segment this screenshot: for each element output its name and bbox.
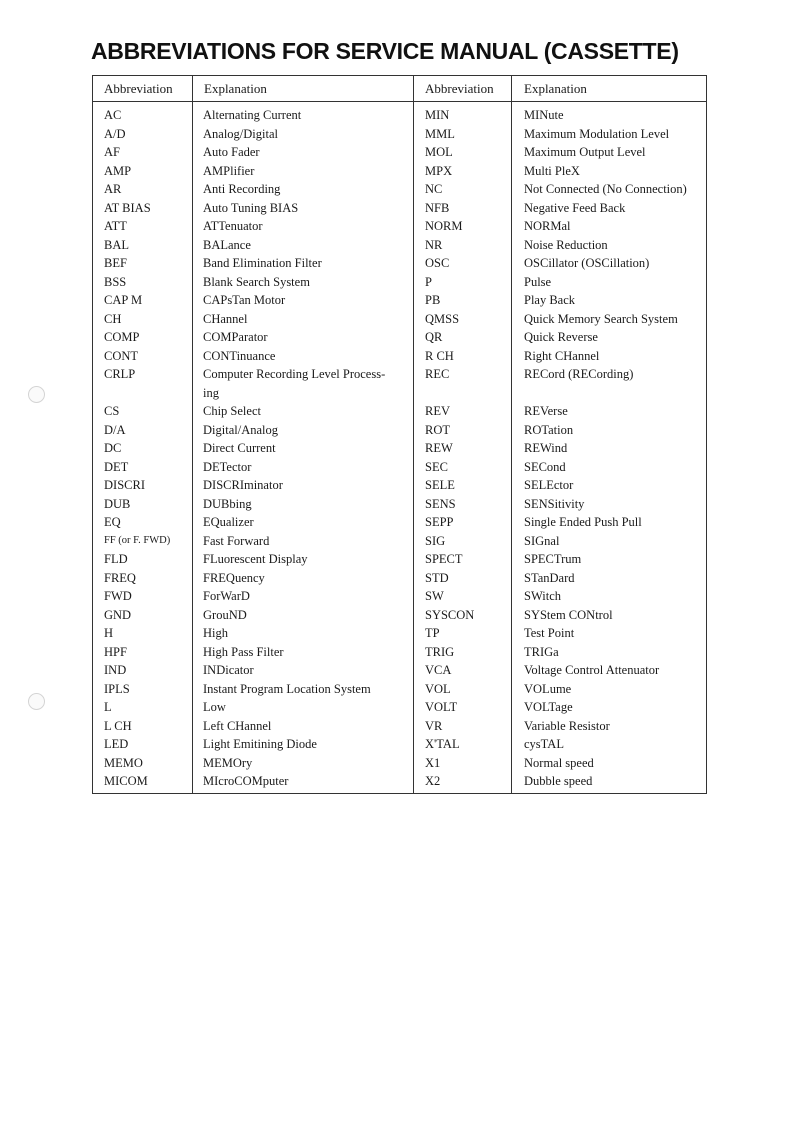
explanation-cell: MIcroCOMputer xyxy=(203,774,289,788)
abbreviation-cell: VCA xyxy=(425,663,452,677)
table-row xyxy=(93,513,706,532)
explanation-cell: DUBbing xyxy=(203,496,252,511)
table-row xyxy=(93,347,706,366)
table-row xyxy=(93,273,706,292)
table-row xyxy=(93,476,706,495)
abbreviations-table xyxy=(92,75,707,794)
abbreviation-cell: A/D xyxy=(104,126,126,141)
abbreviation-cell: COMP xyxy=(104,330,140,344)
table-row xyxy=(93,384,706,403)
abbreviation-cell: FREQ xyxy=(104,570,136,585)
explanation-cell: Quick Reverse xyxy=(524,330,598,344)
explanation-cell: GrouND xyxy=(203,607,247,622)
abbreviation-cell: DISCRI xyxy=(104,478,145,492)
table-row xyxy=(93,217,706,236)
abbreviation-cell: MIN xyxy=(425,108,450,122)
explanation-cell: High xyxy=(203,626,228,640)
explanation-cell: Quick Memory Search System xyxy=(524,311,678,326)
explanation-cell: SYStem CONtrol xyxy=(524,607,613,622)
abbreviation-cell: AF xyxy=(104,145,120,159)
explanation-cell: COMParator xyxy=(203,330,268,344)
header-explanation-right: Explanation xyxy=(524,81,587,96)
abbreviation-cell: SYSCON xyxy=(425,607,475,622)
abbreviation-cell: IND xyxy=(104,663,127,677)
table-row xyxy=(93,458,706,477)
explanation-cell: Single Ended Push Pull xyxy=(524,515,642,529)
explanation-cell: Maximum Modulation Level xyxy=(524,126,670,141)
explanation-cell: REVerse xyxy=(524,404,568,418)
abbreviation-cell: DET xyxy=(104,459,129,474)
abbreviation-cell: LED xyxy=(104,737,129,751)
explanation-cell: CAPsTan Motor xyxy=(203,293,286,307)
abbreviation-cell: IPLS xyxy=(104,681,130,696)
explanation-cell: Alternating Current xyxy=(203,108,302,122)
table-row xyxy=(93,532,706,551)
table-row xyxy=(93,698,706,717)
explanation-cell: DISCRIminator xyxy=(203,478,283,492)
abbreviation-cell: BAL xyxy=(104,237,129,252)
explanation-cell: SPECTrum xyxy=(524,552,582,566)
header-explanation-left: Explanation xyxy=(204,81,267,96)
table-row xyxy=(93,365,706,384)
abbreviation-cell: OSC xyxy=(425,256,450,270)
abbreviation-cell: REC xyxy=(425,367,450,381)
abbreviation-cell: CAP M xyxy=(104,293,143,307)
abbreviation-cell: X'TAL xyxy=(425,737,460,751)
explanation-cell: SIGnal xyxy=(524,533,560,548)
abbreviation-cell: L xyxy=(104,700,112,714)
abbreviation-cell: BSS xyxy=(104,274,127,289)
abbreviation-cell: MPX xyxy=(425,163,453,178)
table-row xyxy=(93,125,706,144)
explanation-cell: Low xyxy=(203,700,226,714)
explanation-cell: NORMal xyxy=(524,219,571,233)
table-row xyxy=(93,680,706,699)
abbreviation-cell: SEPP xyxy=(425,515,454,529)
explanation-cell: EQualizer xyxy=(203,515,254,529)
table-row xyxy=(93,735,706,754)
abbreviation-cell: CH xyxy=(104,311,122,326)
table-row xyxy=(93,439,706,458)
abbreviation-cell: DUB xyxy=(104,496,131,511)
explanation-cell: ForWarD xyxy=(203,589,250,603)
explanation-cell: VOLTage xyxy=(524,700,573,714)
abbreviation-cell: NFB xyxy=(425,200,450,215)
explanation-cell: STanDard xyxy=(524,570,575,585)
abbreviation-cell: AT BIAS xyxy=(104,200,151,215)
table-row xyxy=(93,772,706,791)
abbreviation-cell: L CH xyxy=(104,718,132,733)
abbreviation-cell: BEF xyxy=(104,256,127,270)
abbreviation-cell: DC xyxy=(104,441,122,455)
table-row xyxy=(93,162,706,181)
abbreviation-cell: X2 xyxy=(425,774,441,788)
abbreviation-cell: EQ xyxy=(104,515,121,529)
abbreviation-cell: H xyxy=(104,626,114,640)
binder-hole-icon xyxy=(28,693,45,710)
table-row xyxy=(93,421,706,440)
abbreviation-cell: NR xyxy=(425,237,443,252)
abbreviation-cell: QR xyxy=(425,330,443,344)
explanation-cell: Blank Search System xyxy=(203,274,310,289)
table-row xyxy=(93,587,706,606)
table-row xyxy=(93,199,706,218)
explanation-cell: Chip Select xyxy=(203,404,261,418)
abbreviation-cell: SPECT xyxy=(425,552,463,566)
abbreviation-cell: VOL xyxy=(425,681,451,696)
binder-hole-icon xyxy=(28,386,45,403)
explanation-cell: FLuorescent Display xyxy=(203,552,308,566)
abbreviation-cell: X1 xyxy=(425,755,441,770)
explanation-cell: Right CHannel xyxy=(524,348,600,363)
explanation-cell: BALance xyxy=(203,237,251,252)
explanation-cell: Test Point xyxy=(524,626,575,640)
abbreviation-cell: REV xyxy=(425,404,450,418)
abbreviation-cell: AMP xyxy=(104,163,132,178)
explanation-cell: High Pass Filter xyxy=(203,644,284,659)
abbreviation-cell: NORM xyxy=(425,219,463,233)
abbreviation-cell: FF (or F. FWD) xyxy=(104,534,171,546)
abbreviation-cell: SW xyxy=(425,589,444,603)
explanation-cell: cysTAL xyxy=(524,737,564,751)
table-row xyxy=(93,328,706,347)
abbreviation-cell: GND xyxy=(104,607,132,622)
explanation-cell: Instant Program Location System xyxy=(203,681,371,696)
explanation-cell: Noise Reduction xyxy=(524,237,608,252)
header-abbreviation-left: Abbreviation xyxy=(104,81,173,96)
abbreviation-cell: CONT xyxy=(104,348,139,363)
explanation-cell: Analog/Digital xyxy=(203,126,278,141)
explanation-cell: Multi PleX xyxy=(524,163,580,178)
abbreviation-cell: REW xyxy=(425,441,453,455)
abbreviation-cell: MOL xyxy=(425,145,453,159)
explanation-cell: Anti Recording xyxy=(203,182,281,196)
table-row xyxy=(93,661,706,680)
explanation-cell: TRIGa xyxy=(524,644,559,659)
explanation-cell: Band Elimination Filter xyxy=(203,256,322,270)
explanation-cell: SWitch xyxy=(524,589,561,603)
explanation-cell: Dubble speed xyxy=(524,774,593,788)
abbreviation-cell: SELE xyxy=(425,478,455,492)
table-header xyxy=(93,76,706,102)
table-row xyxy=(93,254,706,273)
table-row xyxy=(93,550,706,569)
abbreviation-cell: TP xyxy=(425,626,440,640)
explanation-cell: Direct Current xyxy=(203,441,276,455)
table-row xyxy=(93,180,706,199)
explanation-cell: ROTation xyxy=(524,422,574,437)
explanation-cell: Digital/Analog xyxy=(203,422,278,437)
abbreviation-cell: HPF xyxy=(104,644,127,659)
table-row xyxy=(93,143,706,162)
explanation-cell: SENSitivity xyxy=(524,496,585,511)
explanation-cell: CONTinuance xyxy=(203,348,276,363)
table-row xyxy=(93,643,706,662)
explanation-cell: FREQuency xyxy=(203,570,265,585)
explanation-cell: DETector xyxy=(203,459,252,474)
table-row xyxy=(93,310,706,329)
explanation-cell: Voltage Control Attenuator xyxy=(524,663,660,677)
explanation-cell: Normal speed xyxy=(524,755,594,770)
abbreviation-cell: QMSS xyxy=(425,311,460,326)
abbreviation-cell: ATT xyxy=(104,219,127,233)
abbreviation-cell: AR xyxy=(104,182,122,196)
table-row xyxy=(93,624,706,643)
abbreviation-cell: FWD xyxy=(104,589,132,603)
explanation-cell: OSCillator (OSCillation) xyxy=(524,256,650,270)
explanation-cell: VOLume xyxy=(524,681,572,696)
header-abbreviation-right: Abbreviation xyxy=(425,81,494,96)
explanation-cell: CHannel xyxy=(203,311,248,326)
abbreviation-cell: SIG xyxy=(425,533,446,548)
abbreviation-cell: STD xyxy=(425,570,449,585)
explanation-cell: Variable Resistor xyxy=(524,718,610,733)
abbreviation-cell: D/A xyxy=(104,422,126,437)
explanation-cell: Auto Tuning BIAS xyxy=(203,200,299,215)
explanation-cell: Negative Feed Back xyxy=(524,200,626,215)
abbreviation-cell: CRLP xyxy=(104,367,136,381)
explanation-cell: INDicator xyxy=(203,663,254,677)
abbreviation-cell: MML xyxy=(425,126,455,141)
explanation-cell: Play Back xyxy=(524,293,576,307)
explanation-cell: Maximum Output Level xyxy=(524,145,646,159)
explanation-cell: Fast Forward xyxy=(203,533,270,548)
abbreviation-cell: P xyxy=(425,274,432,289)
explanation-cell: Not Connected (No Connection) xyxy=(524,182,687,196)
explanation-cell: SECond xyxy=(524,459,566,474)
abbreviation-cell: PB xyxy=(425,293,441,307)
abbreviation-cell: ROT xyxy=(425,422,450,437)
explanation-cell: Pulse xyxy=(524,274,552,289)
page-title: ABBREVIATIONS FOR SERVICE MANUAL (CASSETTE) xyxy=(91,38,679,64)
abbreviation-cell: SENS xyxy=(425,496,456,511)
table-row xyxy=(93,291,706,310)
table-row xyxy=(93,236,706,255)
explanation-cell: Computer Recording Level Process- xyxy=(203,367,386,381)
table-row xyxy=(93,606,706,625)
abbreviation-cell: SEC xyxy=(425,459,448,474)
abbreviation-cell: AC xyxy=(104,108,122,122)
explanation-cell: SELEctor xyxy=(524,478,574,492)
explanation-cell: AMPlifier xyxy=(203,163,255,178)
abbreviation-cell: VOLT xyxy=(425,700,458,714)
explanation-cell: Light Emitining Diode xyxy=(203,737,317,751)
abbreviation-cell: TRIG xyxy=(425,644,455,659)
explanation-cell: REWind xyxy=(524,441,568,455)
explanation-cell: ing xyxy=(203,385,219,400)
explanation-cell: Auto Fader xyxy=(203,145,260,159)
table-row xyxy=(93,106,706,125)
explanation-cell: Left CHannel xyxy=(203,718,272,733)
abbreviation-cell: NC xyxy=(425,182,443,196)
abbreviation-cell: MICOM xyxy=(104,774,148,788)
abbreviation-cell: R CH xyxy=(425,348,454,363)
table-row xyxy=(93,754,706,773)
abbreviation-cell: FLD xyxy=(104,552,128,566)
explanation-cell: RECord (RECording) xyxy=(524,367,634,381)
abbreviation-cell: CS xyxy=(104,404,120,418)
explanation-cell: MINute xyxy=(524,108,564,122)
table-row xyxy=(93,569,706,588)
table-row xyxy=(93,402,706,421)
abbreviation-cell: VR xyxy=(425,718,443,733)
explanation-cell: MEMOry xyxy=(203,755,253,770)
abbreviation-cell: MEMO xyxy=(104,755,143,770)
table-row xyxy=(93,495,706,514)
explanation-cell: ATTenuator xyxy=(203,219,263,233)
table-row xyxy=(93,717,706,736)
